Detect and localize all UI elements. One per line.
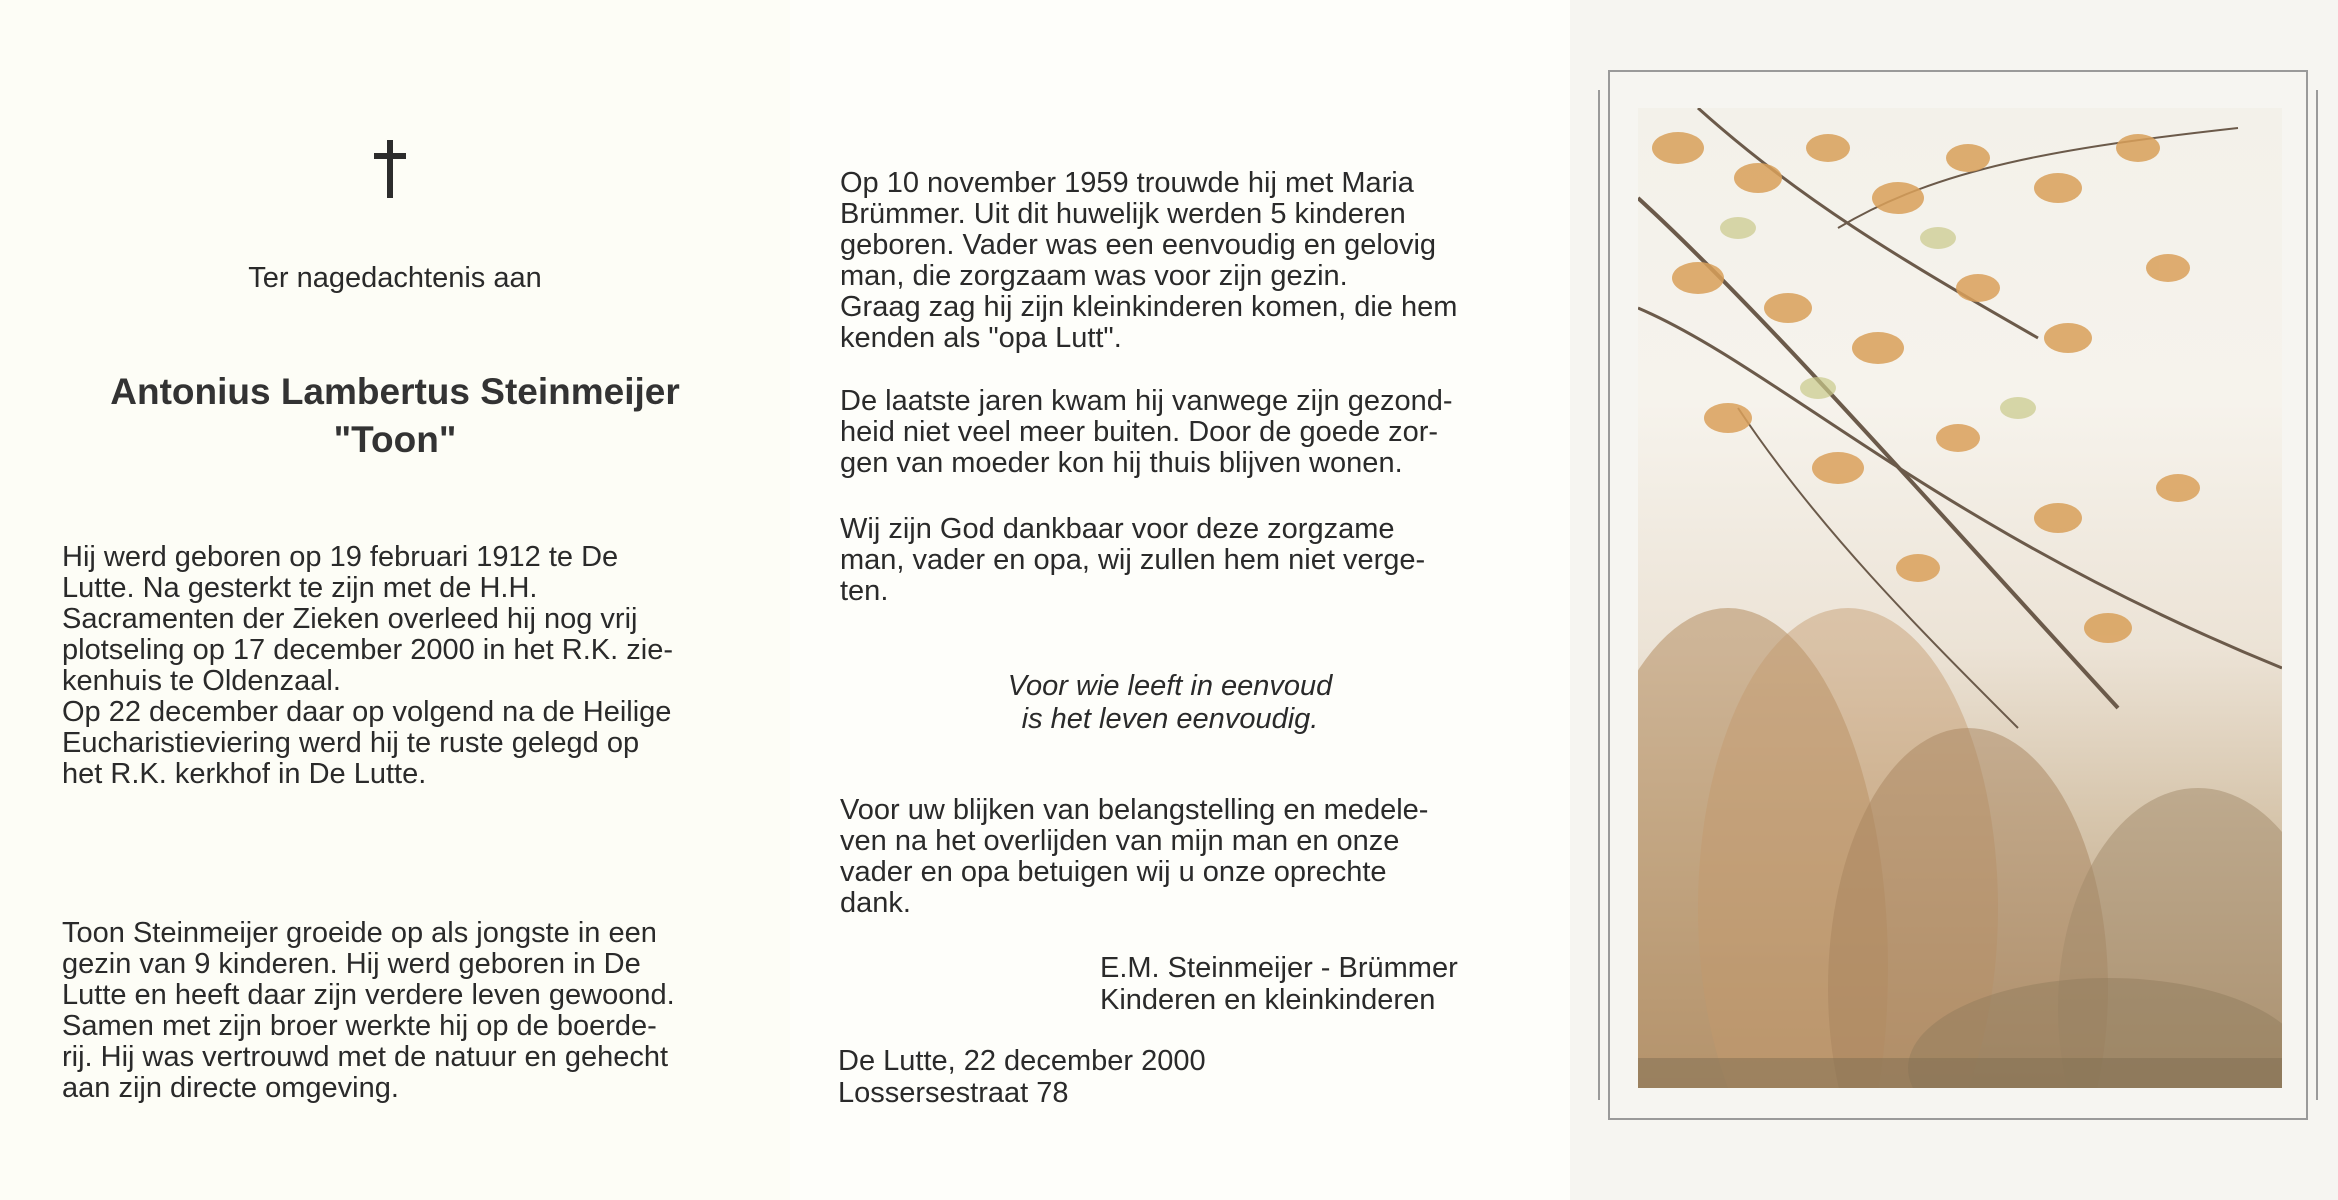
text-line: geboren. Vader was een eenvoudig en gelovig [840, 229, 1437, 261]
text-line: Toon Steinmeijer groeide op als jongste in een [62, 917, 657, 949]
memorial-quote [900, 670, 1440, 736]
signature-line: E.M. Steinmeijer - Brümmer [1100, 952, 1458, 984]
quote-line: Voor wie leeft in eenvoud [1007, 670, 1333, 702]
text-line: ven na het overlijden van mijn man en onze [840, 825, 1400, 857]
signature-block [1100, 952, 1500, 1016]
address: Lossersestraat 78 [838, 1077, 1069, 1109]
in-memory-heading: Ter nagedachtenis aan [248, 262, 542, 294]
text-line: ten. [840, 575, 889, 607]
text-line: Lutte en heeft daar zijn verdere leven gewoond. [62, 979, 675, 1011]
text-line: rij. Hij was vertrouwd met de natuur en gehecht [62, 1041, 669, 1073]
autumn-trees-photo [1638, 108, 2282, 1088]
text-line: het R.K. kerkhof in De Lutte. [62, 758, 427, 790]
text-line: man, vader en opa, wij zullen hem niet verge- [840, 544, 1426, 576]
text-line: dank. [840, 887, 911, 919]
text-line: Wij zijn God dankbaar voor deze zorgzame [840, 513, 1395, 545]
text-line: aan zijn directe omgeving. [62, 1072, 399, 1104]
deceased-name-block [40, 368, 750, 464]
thanks-paragraph [840, 795, 1496, 919]
signature-line: Kinderen en kleinkinderen [1100, 984, 1436, 1016]
cross-icon [372, 140, 408, 198]
life-paragraph [62, 918, 722, 1104]
text-line: Op 10 november 1959 trouwde hij met Maria [840, 167, 1414, 199]
text-line: Sacramenten der Zieken overleed hij nog vrij [62, 603, 638, 635]
text-line: Op 22 december daar op volgend na de Heilige [62, 696, 672, 728]
text-line: Graag zag hij zijn kleinkinderen komen, die hem [840, 291, 1458, 323]
gratitude-paragraph [840, 514, 1496, 607]
full-name: Antonius Lambertus Steinmeijer [110, 371, 680, 412]
text-line: Samen met zijn broer werkte hij op de boerde- [62, 1010, 657, 1042]
later-years-paragraph [840, 386, 1496, 479]
text-line: kenhuis te Oldenzaal. [62, 665, 341, 697]
quote-line: is het leven eenvoudig. [1021, 703, 1319, 735]
text-line: Voor uw blijken van belangstelling en medele- [840, 794, 1429, 826]
text-line: De laatste jaren kwam hij vanwege zijn gezond- [840, 385, 1453, 417]
text-line: kenden als "opa Lutt". [840, 322, 1122, 354]
nickname: "Toon" [333, 419, 457, 460]
text-line: heid niet veel meer buiten. Door de goede zor- [840, 416, 1439, 448]
text-line: Eucharistieviering werd hij te ruste gelegd op [62, 727, 640, 759]
text-line: gen van moeder kon hij thuis blijven wonen. [840, 447, 1403, 479]
text-line: vader en opa betuigen wij u onze oprechte [840, 856, 1387, 888]
text-line: Hij werd geboren op 19 februari 1912 te De [62, 541, 619, 573]
text-line: Lutte. Na gesterkt te zijn met de H.H. [62, 572, 538, 604]
autumn-trees-illustration [1638, 108, 2282, 1088]
place-date: De Lutte, 22 december 2000 [838, 1045, 1206, 1077]
place-date-block [838, 1045, 1338, 1109]
marriage-paragraph [840, 168, 1496, 354]
text-line: Brümmer. Uit dit huwelijk werden 5 kinderen [840, 198, 1406, 230]
text-line: gezin van 9 kinderen. Hij werd geboren in De [62, 948, 641, 980]
text-line: man, die zorgzaam was voor zijn gezin. [840, 260, 1348, 292]
text-line: plotseling op 17 december 2000 in het R.K. zie- [62, 634, 673, 666]
birth-death-paragraph [62, 542, 722, 790]
